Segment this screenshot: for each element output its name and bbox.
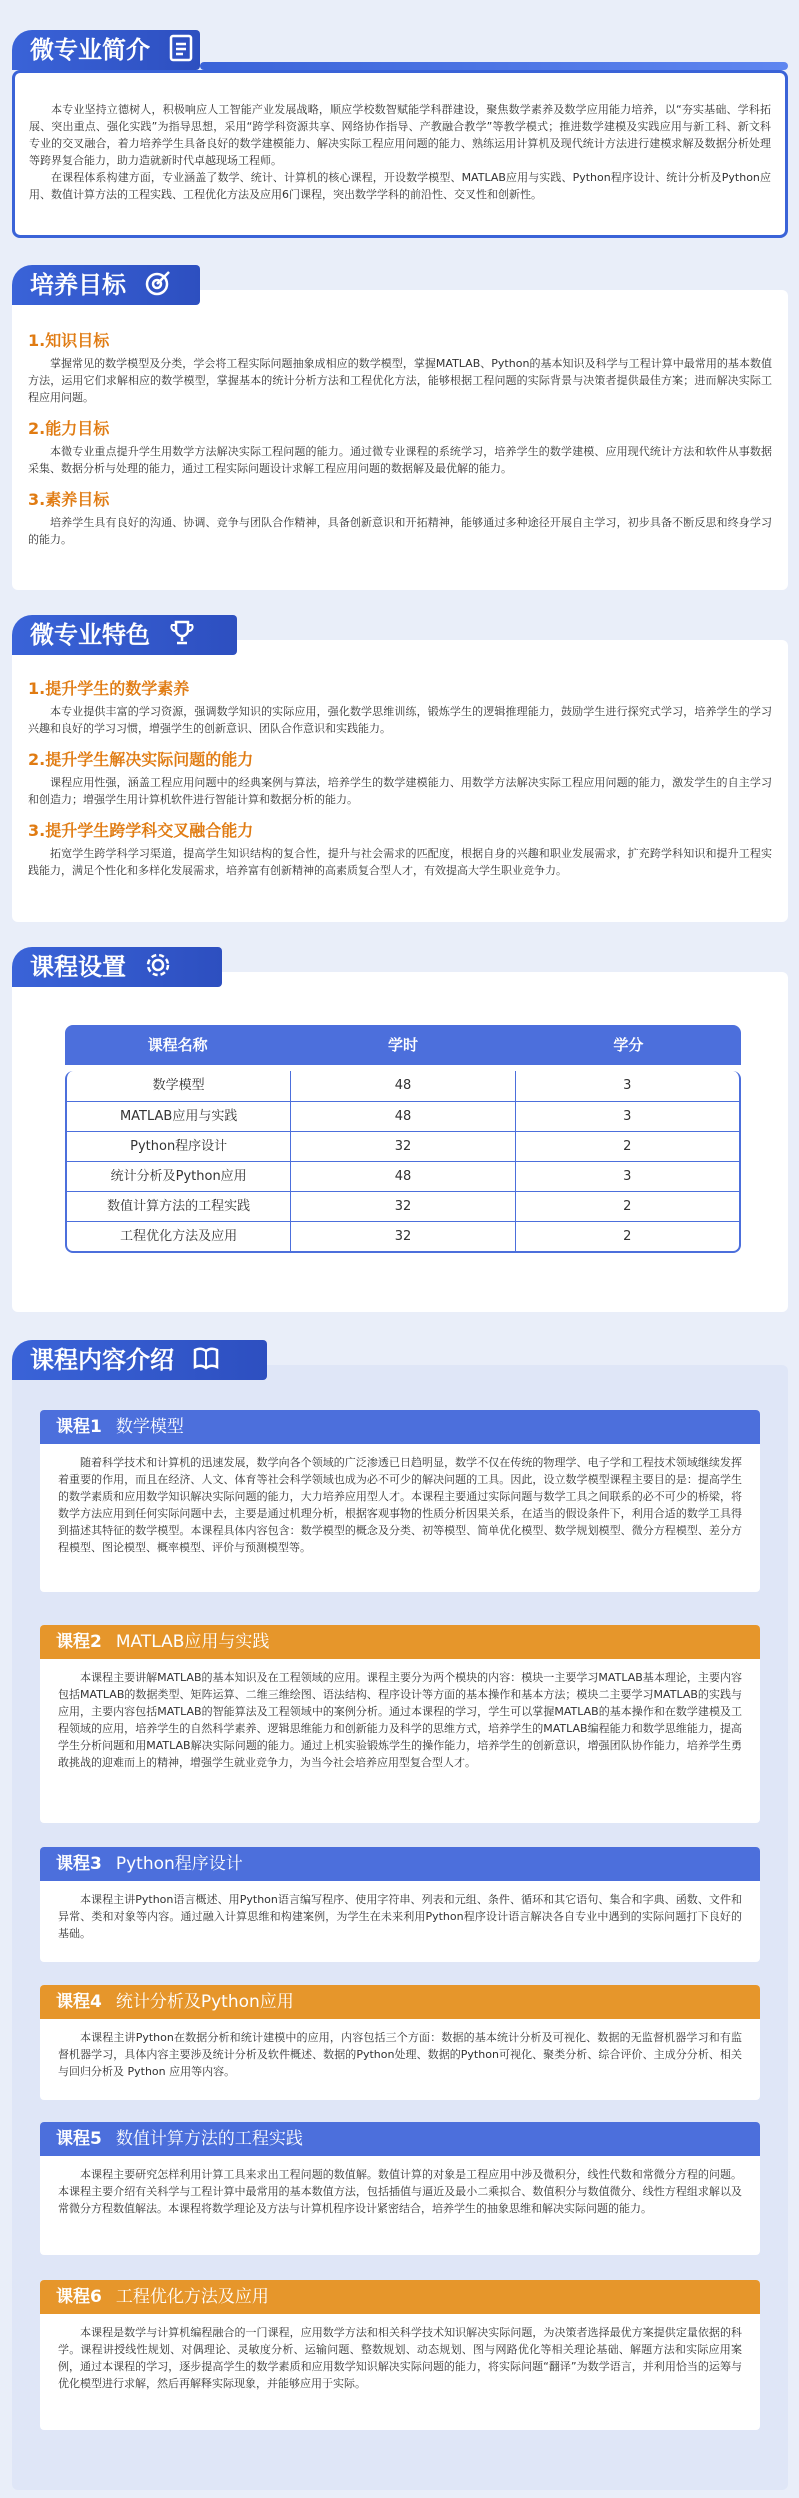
feature-text: 课程应用性强，涵盖工程应用问题中的经典案例与算法，培养学生的数学建模能力、用数学方法解决实际工程应用问题的能力，激发学生的自主学习和创造力；增强学生用计算机软件进行智能计算和数据分析的能力。 <box>28 776 772 806</box>
course-table-header <box>65 1025 741 1065</box>
course-card <box>40 1847 760 1962</box>
course-card-header: 课程2 MATLAB应用与实践 <box>40 1625 760 1659</box>
course-card-header: 课程6 工程优化方法及应用 <box>40 2280 760 2314</box>
course-card-text: 本课程主要讲解MATLAB的基本知识及在工程领域的应用。课程主要分为两个模块的内容：模块一主要学习MATLAB基本理论，主要内容包括MATLAB的数据类型、矩阵运算、二维三维绘图、语法结构、程序设计等方面的基本操作和基本方法；模块二主要学习MATLAB的实践与应用，主要内容包括MATLAB的智能算法及工程领域中的案例分析。通过本课程的学习，学生可以掌握MATLAB的基本操作和在数学建模及工程领域的应用，培养学生的自然科学素养、逻辑思维能力和创新能力及科学的思维方式，培养学生的MATLAB编程能力和数学思维能力，提高学生分析问题和用MATLAB解决实际问题的能力。通过上机实验锻炼学生的操作能力，培养学生的创新意识，增强团队协作能力，培养学生勇敢挑战的迎难而上的精神，增强学生就业竞争力，为当今社会培养应用型复合型人才。 <box>58 1671 742 1769</box>
course-card-text: 本课程主讲Python语言概述、用Python语言编写程序、使用字符串、列表和元组、条件、循环和其它语句、集合和字典、函数、文件和异常、类和对象等内容。通过融入计算思维和构建案例，为学生在未来利用Python程序设计语言解决各自专业中遇到的实际问题打下良好的基础。 <box>58 1893 742 1940</box>
cell-hours: 32 <box>290 1222 514 1251</box>
cell-hours: 48 <box>290 1071 514 1101</box>
table-row <box>67 1221 739 1251</box>
cell-credits: 2 <box>515 1192 739 1221</box>
features-panel <box>12 640 788 922</box>
gear-icon <box>144 951 174 981</box>
cell-course-name: MATLAB应用与实践 <box>119 1109 238 1124</box>
course-table <box>65 1025 741 1253</box>
course-card-text: 本课程主讲Python在数据分析和统计建模中的应用，内容包括三个方面：数据的基本统计分析及可视化、数据的无监督机器学习和有监督机器学习，具体内容主要涉及统计分析及软件概述、数据的Python处理、数据的Python可视化、聚类分析、综合评价、主成分分析、相关与回归分析及 Python 应用等内容。 <box>58 2031 742 2078</box>
course-card-text: 随着科学技术和计算机的迅速发展，数学向各个领域的广泛渗透已日趋明显，数学不仅在传统的物理学、电子学和工程技术领域继续发挥着重要的作用，而且在经济、人文、体育等社会科学领域也成为必不可少的解决问题的工具。因此，设立数学模型课程主要目的是：提高学生的数学素质和应用数学知识解决实际问题的能力，大力培养应用型人才。本课程主要通过实际问题与数学工具之间联系的必不可少的桥梁，将数学方法应用到任何实际问题中去，主要是通过机理分析，根据客观事物的性质分析因果关系，在适当的假设条件下，利用合适的数学工具得到描述其特征的数学模型。本课程具体内容包含：数学模型的概念及分类、初等模型、简单优化模型、数学规划模型、微分方程模型、差分方程模型、图论模型、概率模型、评价与预测模型等。 <box>58 1456 742 1554</box>
section-title-goals: 培养目标 <box>12 265 200 305</box>
course-card <box>40 2280 760 2430</box>
table-row <box>67 1191 739 1221</box>
goal-text: 培养学生具有良好的沟通、协调、竞争与团队合作精神，具备创新意识和开拓精神，能够通过多种途径开展自主学习，初步具备不断反思和终身学习的能力。 <box>28 516 772 546</box>
section-title-intro: 微专业简介 <box>12 30 200 70</box>
goal-text: 本微专业重点提升学生用数学方法解决实际工程问题的能力。通过微专业课程的系统学习，培养学生的数学建模、应用现代统计方法和软件从事数据采集、数据分析与处理的能力，通过工程实际问题设计求解工程应用问题的数据解及最优解的能力。 <box>28 445 772 475</box>
course-card <box>40 2122 760 2255</box>
section-title-content: 课程内容介绍 <box>12 1340 267 1380</box>
cell-credits: 2 <box>515 1132 739 1161</box>
feature-text: 本专业提供丰富的学习资源，强调数学知识的实际应用，强化数学思维训练，锻炼学生的逻辑推理能力，鼓励学生进行探究式学习，培养学生的学习兴趣和良好的学习习惯，增强学生的创新意识、团队合作意识和实践能力。 <box>28 705 772 735</box>
cell-credits: 3 <box>515 1102 739 1131</box>
book-icon <box>192 1344 222 1374</box>
course-card <box>40 1410 760 1592</box>
course-card-header: 课程4 统计分析及Python应用 <box>40 1985 760 2019</box>
course-card-header: 课程5 数值计算方法的工程实践 <box>40 2122 760 2156</box>
cell-course-name: Python程序设计 <box>130 1139 228 1154</box>
table-row <box>67 1101 739 1131</box>
cell-credits: 3 <box>515 1162 739 1191</box>
cell-course-name: 统计分析及Python应用 <box>110 1169 247 1184</box>
course-table-body <box>65 1071 741 1253</box>
cell-hours: 48 <box>290 1102 514 1131</box>
document-icon <box>168 34 198 64</box>
course-card-header: 课程3 Python程序设计 <box>40 1847 760 1881</box>
goal-text: 掌握常见的数学模型及分类，学会将工程实际问题抽象成相应的数学模型，掌握MATLAB、Python的基本知识及科学与工程计算中最常用的基本数值方法，运用它们求解相应的数学模型，掌握基本的统计分析方法和工程优化方法，能够根据工程问题的实际背景与决策者提供最佳方案；进而解决实际工程应用问题。 <box>28 357 772 404</box>
goals-panel <box>12 290 788 590</box>
section-title-features: 微专业特色 <box>12 615 237 655</box>
cell-course-name: 数学模型 <box>152 1078 205 1093</box>
feature-text: 拓宽学生跨学科学习渠道，提高学生知识结构的复合性，提升与社会需求的匹配度，根据自身的兴趣和职业发展需求，扩充跨学科知识和提升工程实践能力，满足个性化和多样化发展需求，培养富有创新精神的高素质复合型人才，有效提高大学生职业竞争力。 <box>28 847 772 877</box>
feature-heading: 1.提升学生的数学素养 <box>28 679 190 698</box>
section-title-courses: 课程设置 <box>12 947 222 987</box>
feature-heading: 2.提升学生解决实际问题的能力 <box>28 750 254 769</box>
goal-heading: 2.能力目标 <box>28 419 110 438</box>
course-card <box>40 1625 760 1823</box>
header-course-name: 课程名称 <box>147 1036 208 1054</box>
course-card-text: 本课程主要研究怎样利用计算工具来求出工程问题的数值解。数值计算的对象是工程应用中涉及微积分，线性代数和常微分方程的问题。本课程主要介绍有关科学与工程计算中最常用的基本数值方法，包括插值与逼近及最小二乘拟合、数值积分与数值微分、线性方程组求解以及常微分方程数值解法。本课程将数学理论及方法与计算机程序设计紧密结合，培养学生的抽象思维和解决实际问题的能力。 <box>58 2168 742 2215</box>
cell-hours: 48 <box>290 1162 514 1191</box>
course-card <box>40 1985 760 2100</box>
cell-hours: 32 <box>290 1192 514 1221</box>
cell-hours: 32 <box>290 1132 514 1161</box>
title-decoration-bar <box>200 62 788 70</box>
goal-heading: 3.素养目标 <box>28 490 110 509</box>
goal-heading: 1.知识目标 <box>28 331 110 350</box>
header-hours: 学时 <box>387 1036 418 1054</box>
intro-panel <box>12 70 788 238</box>
cell-course-name: 数值计算方法的工程实践 <box>107 1199 251 1214</box>
course-card-header: 课程1 数学模型 <box>40 1410 760 1444</box>
table-row <box>67 1071 739 1101</box>
trophy-icon <box>168 619 198 649</box>
cell-credits: 2 <box>515 1222 739 1251</box>
target-icon <box>144 269 174 299</box>
table-row <box>67 1131 739 1161</box>
cell-credits: 3 <box>515 1071 739 1101</box>
header-credits: 学分 <box>613 1036 644 1054</box>
intro-paragraph: 在课程体系构建方面，专业涵盖了数学、统计、计算机的核心课程，开设数学模型、MATLAB应用与实践、Python程序设计、统计分析及Python应用、数值计算方法的工程实践、工程优化方法及应用6门课程，突出数学学科的前沿性、交叉性和创新性。 <box>29 171 771 201</box>
cell-course-name: 工程优化方法及应用 <box>120 1229 238 1244</box>
table-row <box>67 1161 739 1191</box>
intro-paragraph: 本专业坚持立德树人，积极响应人工智能产业发展战略，顺应学校数智赋能学科群建设，聚焦数学素养及数学应用能力培养，以“夯实基础、学科拓展、突出重点、强化实践”为指导思想，采用“跨学科资源共享、网络协作指导、产教融合教学”等教学模式；推进数学建模及实践应用与新工科、新文科专业的交叉融合，着力培养学生具备良好的数学建模能力、解决实际工程应用问题的能力、熟练运用计算机及现代统计方法进行建模求解及数据分析处理等跨界复合能力，助力造就新时代卓越现场工程师。 <box>29 103 771 167</box>
course-card-text: 本课程是数学与计算机编程融合的一门课程，应用数学方法和相关科学技术知识解决实际问题，为决策者选择最优方案提供定量依据的科学。课程讲授线性规划、对偶理论、灵敏度分析、运输问题、整数规划、动态规划、图与网路优化等相关理论基础、解题方法和实际应用案例，通过本课程的学习，逐步提高学生的数学素质和应用数学知识解决实际问题的能力，将实际问题“翻译”为数学语言，并利用恰当的运筹与优化模型进行求解，然后再解释实际现象，并能够应用于实际。 <box>58 2326 742 2390</box>
feature-heading: 3.提升学生跨学科交叉融合能力 <box>28 821 254 840</box>
